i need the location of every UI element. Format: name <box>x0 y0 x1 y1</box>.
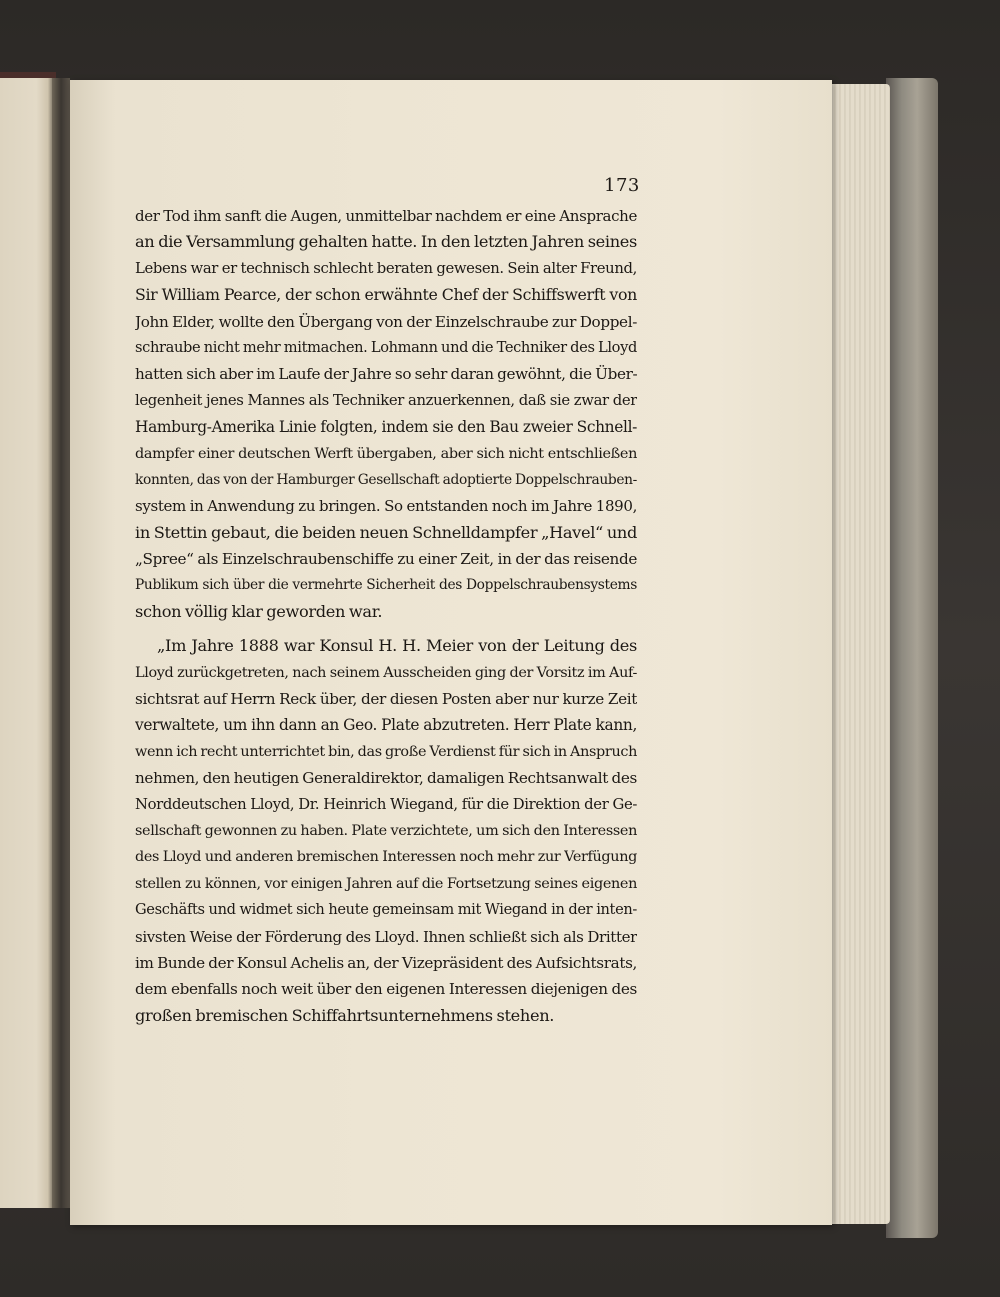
text-line: dampfer einer deutschen Werft übergaben, aber sich nicht entschließen <box>135 445 637 462</box>
text-line: wenn ich recht unterrichtet bin, das große Verdienst für sich in Anspruch <box>135 743 637 760</box>
left-page-edge <box>0 78 52 1208</box>
text-line: schraube nicht mehr mitmachen. Lohmann und die Techniker des Lloyd <box>135 338 637 356</box>
page-edges <box>826 84 890 1224</box>
text-line: legenheit jenes Mannes als Techniker anzuerkennen, daß sie zwar der <box>135 391 637 409</box>
text-line: in Stettin gebaut, die beiden neuen Schnelldampfer „Havel“ und <box>135 522 637 542</box>
text-line: konnten, das von der Hamburger Gesellschaft adoptierte Doppelschrauben- <box>135 471 637 488</box>
text-line: Publikum sich über die vermehrte Sicherheit des Doppelschraubensystems <box>135 577 637 594</box>
text-line: sichtsrat auf Herrn Reck über, der diesen Posten aber nur kurze Zeit <box>135 690 637 709</box>
page-number: 173 <box>604 175 640 196</box>
text-line: verwaltete, um ihn dann an Geo. Plate abzutreten. Herr Plate kann, <box>135 716 637 735</box>
text-line: im Bunde der Konsul Achelis an, der Vizepräsident des Aufsichtsrats, <box>135 953 637 972</box>
text-line: hatten sich aber im Laufe der Jahre so sehr daran gewöhnt, die Über- <box>135 365 637 384</box>
text-line: Sir William Pearce, der schon erwähnte Chef der Schiffswerft von <box>135 285 637 305</box>
text-line: sivsten Weise der Förderung des Lloyd. Ihnen schließt sich als Dritter <box>135 927 637 946</box>
text-line: nehmen, den heutigen Generaldirektor, damaligen Rechtsanwalt des <box>135 769 637 788</box>
text-line: Hamburg-Amerika Linie folgten, indem sie den Bau zweier Schnell- <box>135 418 637 437</box>
text-line: John Elder, wollte den Übergang von der Einzelschraube zur Doppel- <box>135 312 637 331</box>
paragraph-1 <box>135 203 637 625</box>
text-line: schon völlig klar geworden war. <box>135 601 383 621</box>
text-line: system in Anwendung zu bringen. So entstanden noch im Jahre 1890, <box>135 497 637 516</box>
text-line: Lloyd zurückgetreten, nach seinem Ausscheiden ging der Vorsitz im Auf- <box>135 664 637 681</box>
text-line: großen bremischen Schiffahrtsunternehmens stehen. <box>135 1005 555 1025</box>
text-line: Geschäfts und widmet sich heute gemeinsam mit Wiegand in der inten- <box>135 901 637 919</box>
text-line: „Im Jahre 1888 war Konsul H. H. Meier von der Leitung des <box>157 636 637 656</box>
paragraph-2 <box>135 633 637 1029</box>
text-line: des Lloyd und anderen bremischen Interessen noch mehr zur Verfügung <box>135 849 637 866</box>
text-line: stellen zu können, vor einigen Jahren auf die Fortsetzung seines eigenen <box>135 875 637 892</box>
text-line: der Tod ihm sanft die Augen, unmittelbar nachdem er eine Ansprache <box>135 207 637 225</box>
text-line: Lebens war er technisch schlecht beraten gewesen. Sein alter Freund, <box>135 259 637 277</box>
text-line: sellschaft gewonnen zu haben. Plate verzichtete, um sich den Interessen <box>135 822 637 839</box>
paragraph-gap <box>135 625 637 633</box>
text-line: „Spree“ als Einzelschraubenschiffe zu einer Zeit, in der das reisende <box>135 550 637 569</box>
text-line: Norddeutschen Lloyd, Dr. Heinrich Wiegand, für die Direktion der Ge- <box>135 795 637 813</box>
text-line: dem ebenfalls noch weit über den eigenen Interessen diejenigen des <box>135 980 637 999</box>
book-gutter <box>52 78 70 1208</box>
text-line: an die Versammlung gehalten hatte. In den letzten Jahren seines <box>135 232 637 252</box>
right-cover <box>886 78 938 1238</box>
body-text <box>135 203 637 1029</box>
